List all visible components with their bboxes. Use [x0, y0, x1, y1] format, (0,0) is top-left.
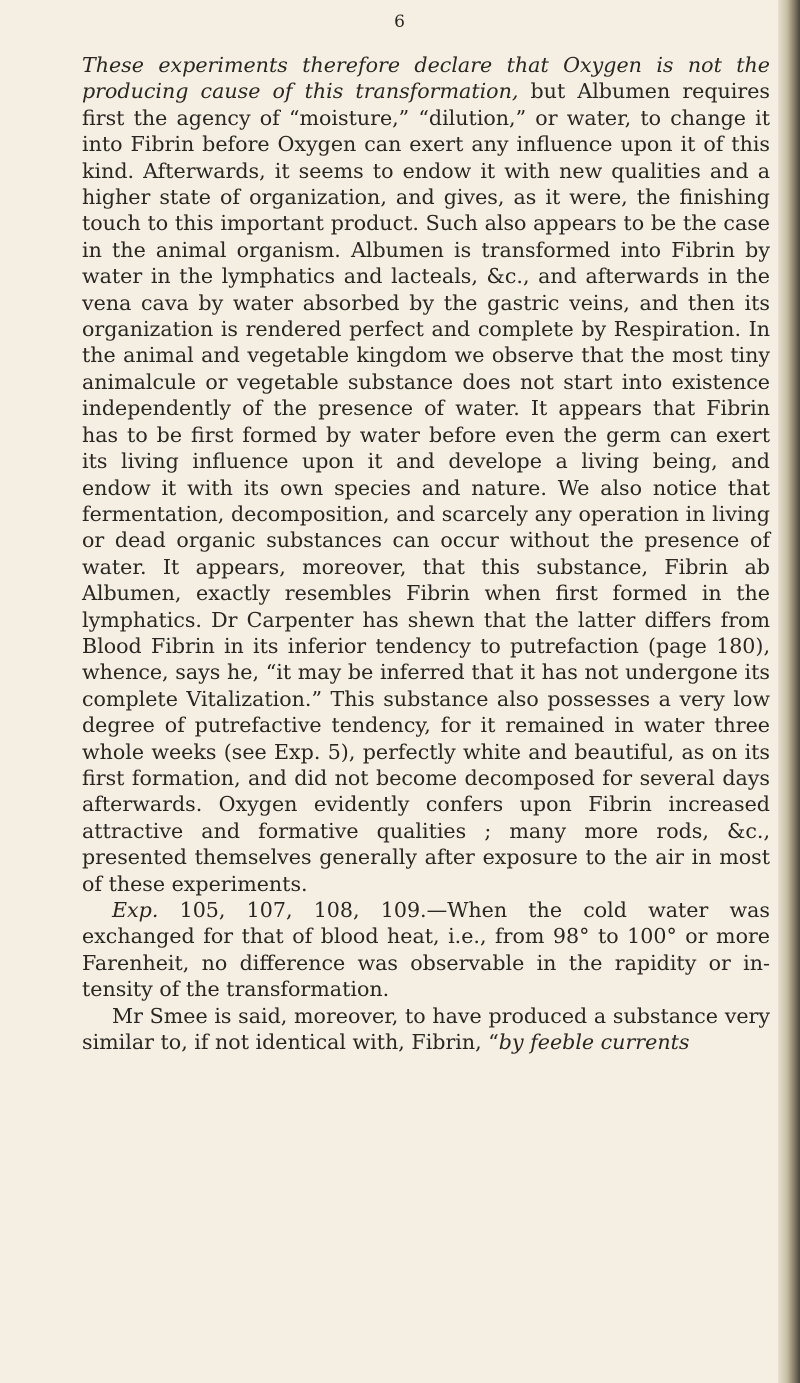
paragraph-3: [82, 1003, 770, 1056]
paragraph-1: [82, 52, 770, 897]
paragraph-2: [82, 897, 770, 1003]
paragraph-3-body: Mr Smee is said, moreover, to have produced a substance very similar to, if not identical with, Fibrin, “: [82, 1003, 770, 1055]
paragraph-2-body: 105, 107, 108, 109.—When the cold water was exchanged for that of blood heat, i.e., from 98° to 100° or more Farenheit, no difference was observable in the rapidity or in- tensity of the transformation.: [82, 898, 770, 1002]
page-number: 6: [394, 12, 406, 32]
book-spine-edge: [778, 0, 800, 1383]
paragraph-3-italic-tail: by feeble currents: [498, 1030, 690, 1055]
paragraph-1-italic-lead: These experiments therefore declare that Oxygen is not the producing cause of this transformation,: [82, 53, 770, 104]
body-text: [82, 52, 770, 1055]
paragraph-2-italic-lead: Exp.: [112, 898, 159, 922]
paragraph-1-body: but Albumen requires first the agency of “moisture,” “dilution,” or water, to change it into Fibrin before Oxygen can exert any influence upon it of this kind. Afterwards, it seems to endow it with new qualities and a higher state of organization, and gives, as it were, the finishing touch to this important product. Such also appears to be the case in the animal organism. Albumen is transformed into Fibrin by water in the lymphatics and lacteals, &c., and afterwards in the vena cava by water absorbed by the gastric veins, and then its organization is rendered perfect and complete by Respiration. In the animal and vegetable kingdom we observe that the most tiny animalcule or vegetable substance does not start into existence independently of the presence of water. It appears that Fibrin has to be first formed by water before even the germ can exert its living influence upon it and develope a living being, and endow it with its own species and nature. We also notice that fermentation, decomposition, and scarcely any operation in living or dead organic substances can occur without the presence of water. It appears, moreover, that this substance, Fibrin ab Albumen, exactly resembles Fibrin when first formed in the lymphatics. Dr Carpenter has shewn that the latter differs from Blood Fibrin in its inferior tendency to putrefaction (page 180), whence, says he, “it may be inferred that it has not undergone its complete Vitalization.” This substance also possesses a very low degree of putrefactive tendency, for it remained in water three whole weeks (see Exp. 5), perfectly white and beautiful, as on its first formation, and did not become decomposed for several days afterwards. Oxygen evidently confers upon Fibrin increased attractive and formative qualities ; many more rods, &c., presented themselves generally after exposure to the air in most of these experiments.: [82, 79, 770, 896]
